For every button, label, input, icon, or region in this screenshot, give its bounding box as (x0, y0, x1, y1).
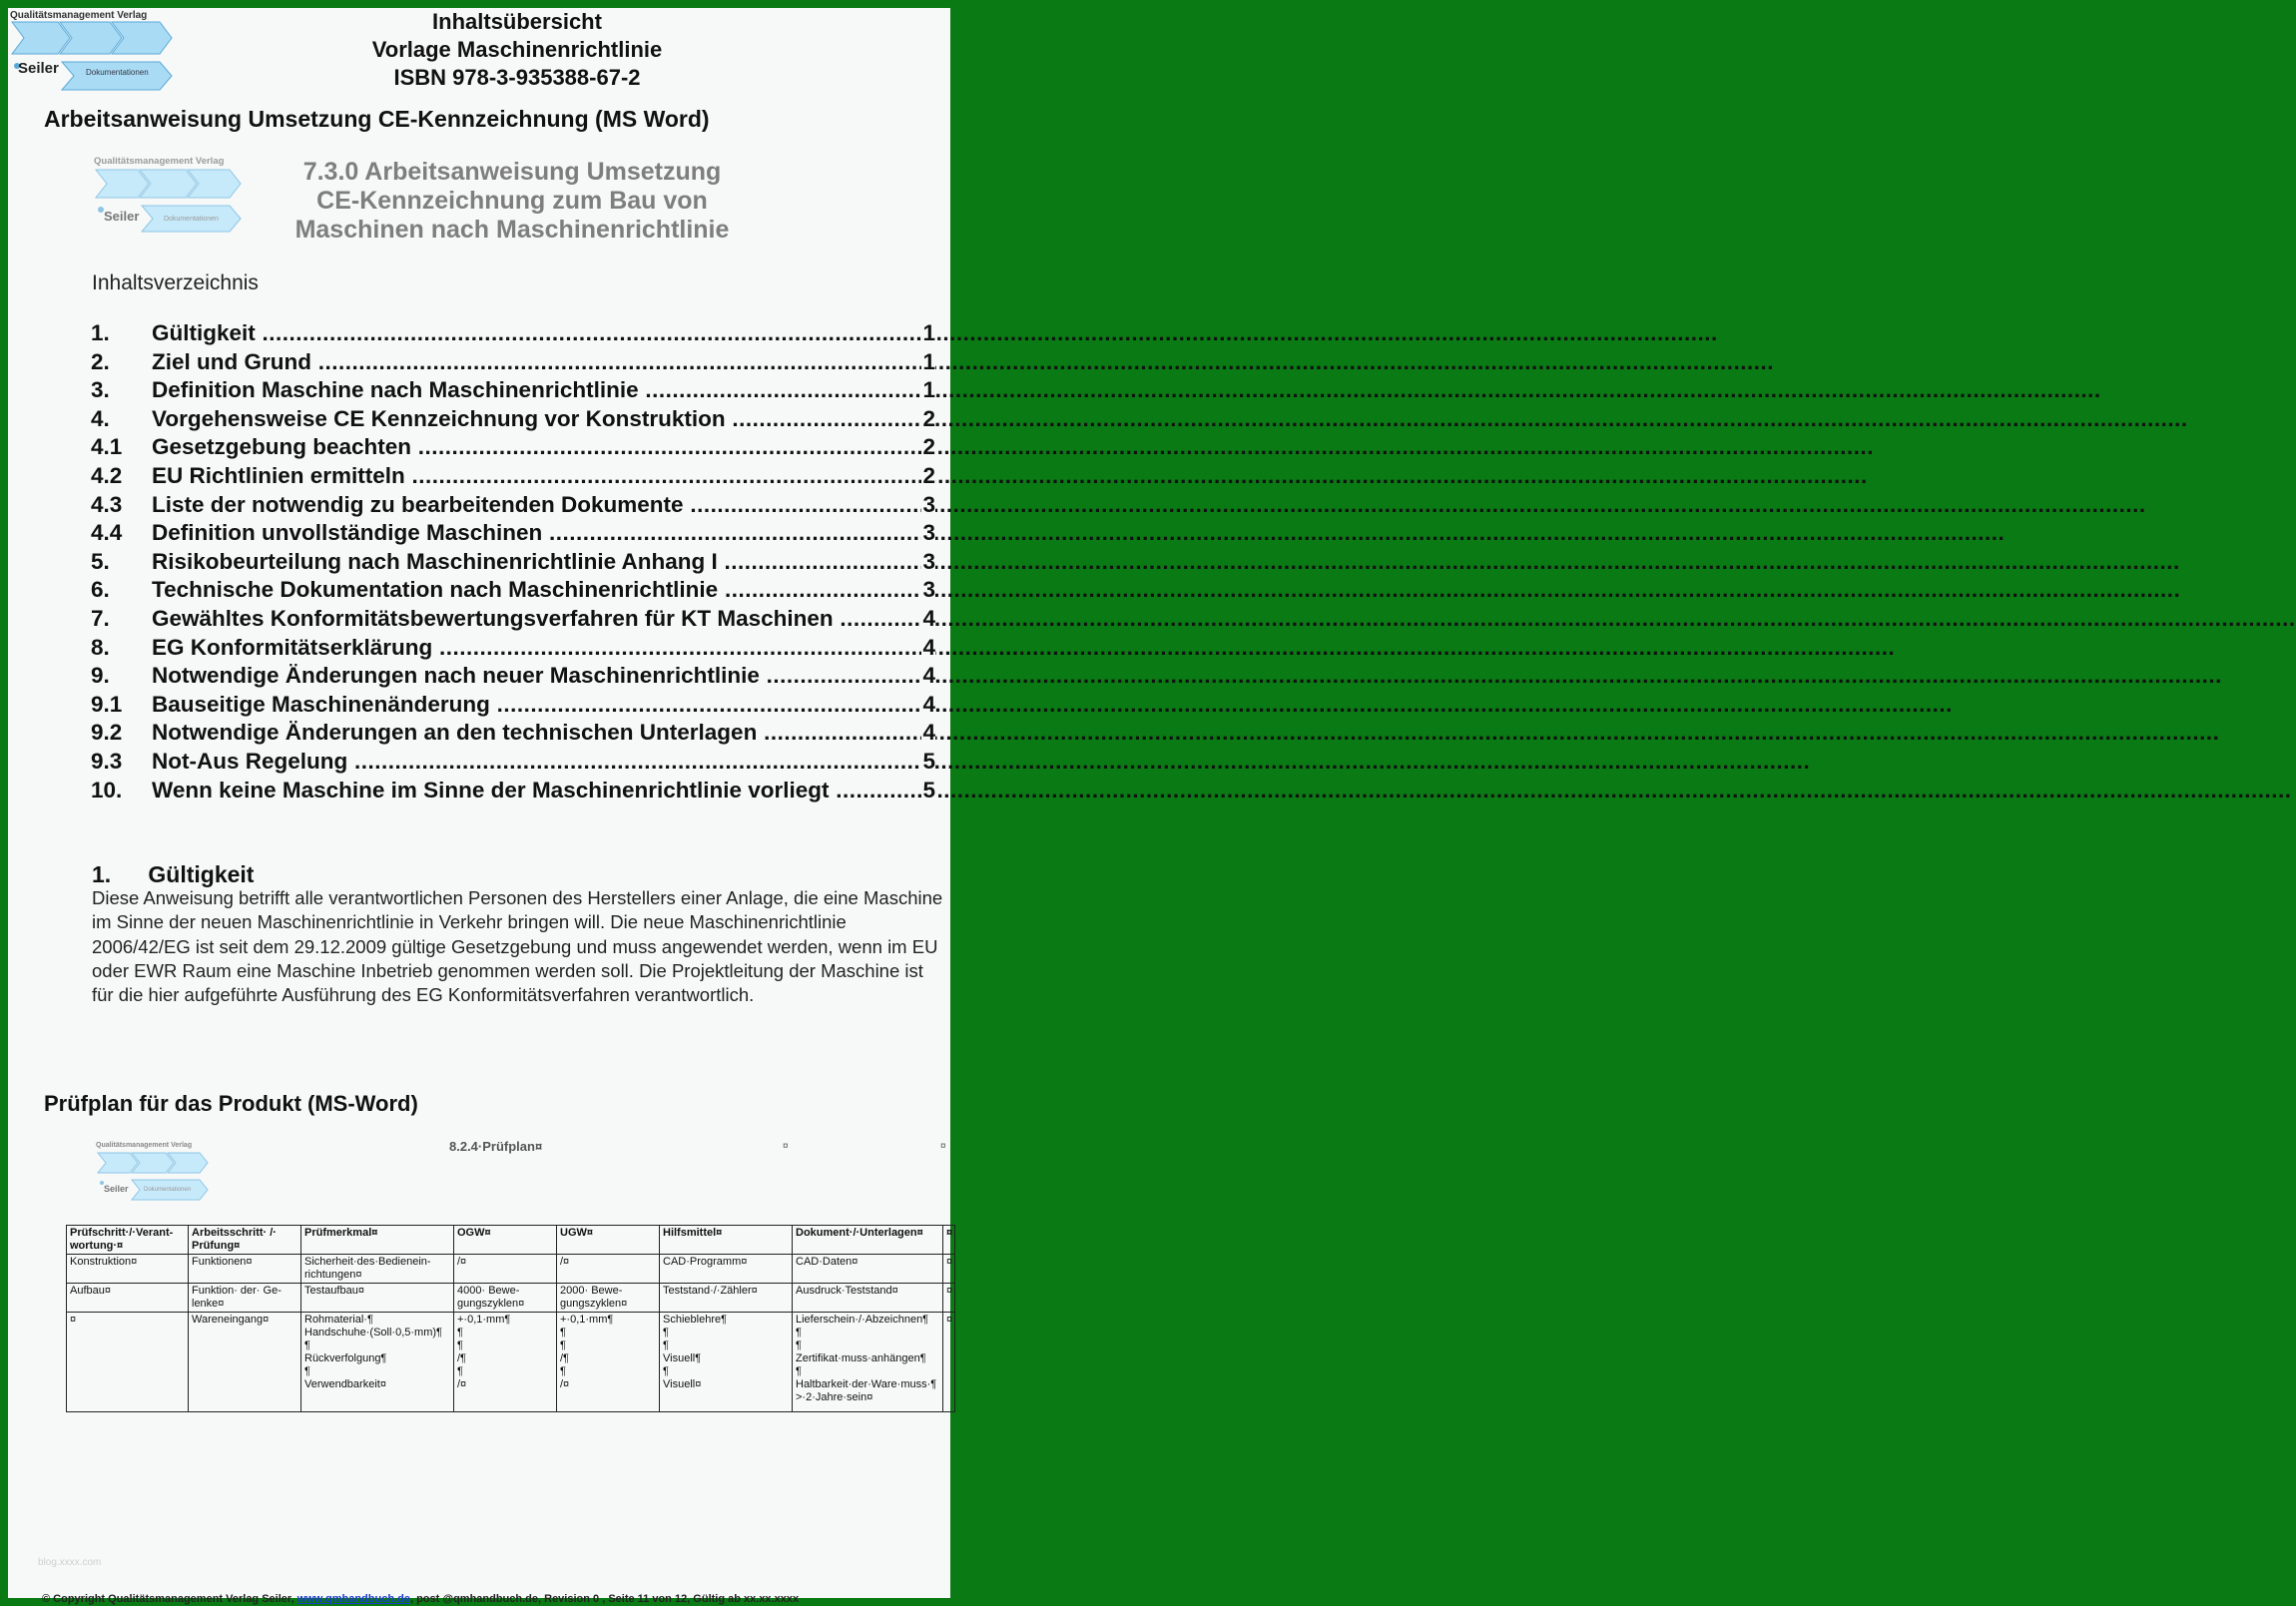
document-title-line: Maschinen nach Maschinenrichtlinie (294, 216, 730, 244)
table-cell: Konstruktion¤ (67, 1255, 189, 1284)
table-cell: Teststand·/·Zähler¤ (660, 1284, 793, 1313)
footer-suffix: , post @qmhandbuch.de, Revision 0 , Seite 11 von 12, Gültig ab xx.xx.xxxx (409, 1593, 800, 1605)
header-title-line: Inhaltsübersicht (432, 9, 602, 34)
table-header-cell: Prüfschritt·/·Verant-wortung·¤ (67, 1226, 189, 1255)
section-heading-arbeitsanweisung: Arbeitsanweisung Umsetzung CE-Kennzeichnung (MS Word) (44, 106, 710, 132)
header-title-line: ISBN 978-3-935388-67-2 (393, 65, 641, 90)
logo-arrows-icon (10, 18, 175, 93)
toc-entry[interactable] (91, 348, 959, 377)
toc-text: EU Richtlinien ermitteln ..... (152, 462, 939, 490)
table-cell: Funktion· der· Ge-lenke¤ (189, 1284, 301, 1313)
header-logo (10, 10, 180, 88)
toc-page: 4 (922, 720, 935, 746)
toc-entry[interactable] (91, 634, 959, 663)
toc-text: Bauseitige Maschinenänderung ..... (152, 691, 939, 719)
table-cell: Ausdruck·Teststand¤ (793, 1284, 943, 1313)
toc-page: 2 (922, 462, 935, 488)
watermark-text: blog.xxxx.com (38, 1557, 102, 1568)
table-cell: /¤ (557, 1255, 660, 1284)
toc-entry[interactable] (91, 576, 959, 605)
logo-seiler-text: Seiler (104, 209, 140, 224)
toc-text: Gewähltes Konformitätsbewertungsverfahren für KT Maschinen ..... (152, 605, 939, 633)
toc-number: 9.3 (91, 748, 123, 774)
table-cell: 4000· Bewe-gungszyklen¤ (454, 1284, 557, 1313)
toc-page: 4 (922, 605, 935, 631)
table-cell: ¤ (943, 1313, 955, 1412)
toc-page: 3 (922, 577, 935, 603)
toc-entry[interactable] (91, 719, 959, 748)
toc-page: 4 (922, 663, 935, 689)
toc-page: 3 (922, 548, 935, 574)
toc-text: Notwendige Änderungen nach neuer Maschinenrichtlinie ..... (152, 662, 939, 690)
toc-number: 4.2 (91, 462, 123, 488)
table-cell: 2000· Bewe-gungszyklen¤ (557, 1284, 660, 1313)
logo-brand-text: Qualitätsmanagement Verlag (10, 10, 148, 21)
logo-seiler-text: Seiler (104, 1184, 129, 1194)
toc-page: 2 (922, 434, 935, 460)
cell-marker: ¤ (940, 1141, 946, 1152)
toc-text: EG Konformitätserklärung ..... (152, 634, 939, 662)
table-of-contents (91, 319, 959, 804)
logo-doku-text: Dokumentationen (164, 216, 219, 223)
toc-entry[interactable] (91, 748, 959, 777)
table-cell: Schieblehre¶ ¶ ¶ Visuell¶ ¶ Visuell¤ (660, 1313, 793, 1412)
toc-number: 7. (91, 605, 110, 631)
table-header-cell: Hilfsmittel¤ (660, 1226, 793, 1255)
table-cell: ¤ (943, 1284, 955, 1313)
toc-text: Gültigkeit ..... (152, 319, 939, 347)
toc-text: Definition Maschine nach Maschinenrichtlinie ..... (152, 376, 939, 404)
table-cell: Sicherheit·des·Bedienein-richtungen¤ (301, 1255, 454, 1284)
logo-arrows-icon (96, 1150, 211, 1202)
table-cell: ¤ (67, 1313, 189, 1412)
toc-entry[interactable] (91, 777, 959, 805)
toc-text: Vorgehensweise CE Kennzeichnung vor Konstruktion ..... (152, 405, 939, 433)
chapter-heading (92, 861, 254, 888)
toc-page: 3 (922, 491, 935, 517)
toc-entry[interactable] (91, 662, 959, 691)
toc-page: 4 (922, 634, 935, 660)
toc-entry[interactable] (91, 519, 959, 548)
toc-number: 3. (91, 377, 110, 403)
document-logo (94, 156, 244, 236)
toc-number: 6. (91, 577, 110, 603)
logo-seiler-text: Seiler (18, 60, 59, 77)
table-header-cell: ¤ (943, 1226, 955, 1255)
table-cell: ¤ (943, 1255, 955, 1284)
table-cell: +·0,1·mm¶ ¶ ¶ /¶ ¶ /¤ (454, 1313, 557, 1412)
toc-entry[interactable] (91, 491, 959, 520)
logo-doku-text: Dokumentationen (144, 1187, 192, 1193)
toc-number: 4.4 (91, 520, 123, 546)
table-header-cell: UGW¤ (557, 1226, 660, 1255)
table-header-cell: Arbeitsschritt· /· Prüfung¤ (189, 1226, 301, 1255)
table-cell: CAD·Programm¤ (660, 1255, 793, 1284)
toc-page: 4 (922, 691, 935, 717)
toc-number: 9. (91, 663, 110, 689)
table-cell: Lieferschein·/·Abzeichnen¶ ¶ ¶ Zertifikat·muss·anhängen¶ ¶ Haltbarkeit·der·Ware·muss·¶ >·2·Jahre·sein¤ (793, 1313, 943, 1412)
table-header-cell: Dokument·/·Unterlagen¤ (793, 1226, 943, 1255)
logo-arrows-icon (94, 166, 244, 238)
toc-entry[interactable] (91, 376, 959, 405)
header-title (248, 8, 787, 92)
table-cell: +·0,1·mm¶ ¶ ¶ /¶ ¶ /¤ (557, 1313, 660, 1412)
footer-website-link[interactable]: www.qmhandbuch.de (296, 1593, 410, 1605)
toc-text: Not-Aus Regelung ..... (152, 748, 939, 776)
chapter-number: 1. (92, 861, 112, 887)
pruefplan-table (66, 1225, 955, 1412)
toc-page: 5 (922, 748, 935, 774)
cell-marker: ¤ (783, 1141, 789, 1152)
toc-number: 10. (91, 777, 123, 803)
table-cell: Funktionen¤ (189, 1255, 301, 1284)
table-cell: /¤ (454, 1255, 557, 1284)
toc-page: 5 (922, 777, 935, 803)
table-cell: Wareneingang¤ (189, 1313, 301, 1412)
logo-brand-text: Qualitätsmanagement Verlag (96, 1142, 193, 1149)
toc-page: 1 (922, 377, 935, 403)
toc-text: Wenn keine Maschine im Sinne der Maschinenrichtlinie vorliegt ..... (152, 777, 939, 804)
toc-page: 2 (922, 405, 935, 431)
document-page (8, 8, 953, 1605)
toc-text: Notwendige Änderungen an den technischen Unterlagen ..... (152, 719, 939, 747)
toc-entry[interactable] (91, 405, 959, 434)
toc-text: Ziel und Grund ..... (152, 348, 939, 376)
table-row (67, 1284, 955, 1313)
table-row (67, 1255, 955, 1284)
toc-page: 1 (922, 348, 935, 374)
table-cell: Testaufbau¤ (301, 1284, 454, 1313)
toc-number: 8. (91, 634, 110, 660)
logo-brand-text: Qualitätsmanagement Verlag (94, 156, 225, 167)
toc-entry[interactable] (91, 433, 959, 462)
toc-entry[interactable] (91, 319, 959, 348)
toc-number: 4.3 (91, 491, 123, 517)
section-heading-pruefplan: Prüfplan für das Produkt (MS-Word) (44, 1091, 418, 1116)
toc-entry[interactable] (91, 691, 959, 720)
toc-number: 5. (91, 548, 110, 574)
toc-number: 9.2 (91, 720, 123, 746)
chapter-title: Gültigkeit (148, 861, 255, 887)
table-row (67, 1313, 955, 1412)
footer-copyright (42, 1593, 799, 1605)
toc-page: 1 (922, 320, 935, 345)
toc-text: Technische Dokumentation nach Maschinenrichtlinie ..... (152, 576, 939, 604)
toc-entry[interactable] (91, 548, 959, 577)
document-title-line: 7.3.0 Arbeitsanweisung Umsetzung (302, 158, 722, 186)
toc-text: Definition unvollständige Maschinen ..... (152, 519, 939, 547)
document-title (278, 158, 747, 245)
toc-text: Liste der notwendig zu bearbeitenden Dokumente ..... (152, 491, 939, 519)
toc-number: 4. (91, 405, 110, 431)
pruefplan-title: 8.2.4·Prüfplan¤ (449, 1139, 543, 1154)
table-header-cell: Prüfmerkmal¤ (301, 1226, 454, 1255)
toc-entry[interactable] (91, 462, 959, 491)
table-cell: Rohmaterial·¶ Handschuhe·(Soll·0,5·mm)¶ ¶ Rückverfolgung¶ ¶ Verwendbarkeit¤ (301, 1313, 454, 1412)
header-title-line: Vorlage Maschinenrichtlinie (371, 37, 663, 62)
toc-number: 1. (91, 320, 110, 345)
chapter-body: Diese Anweisung betrifft alle verantwortlichen Personen des Herstellers einer Anlage, die eine Maschine im Sinne der neuen Maschinenrichtlinie in Verkehr bringen will. Die neue Maschinenrichtlinie 2006/42/EG ist seit dem 29.12.2009 gültige Gesetzgebung und muss angewendet werden, wenn im EU oder EWR Raum eine Maschine Inbetrieb genommen werden soll. Die Projektleitung der Maschine ist für die hier aufgeführte Ausführung des EG Konformitätsverfahren verantwortlich. (92, 887, 943, 1006)
toc-text: Gesetzgebung beachten ..... (152, 433, 939, 461)
logo-doku-text: Dokumentationen (86, 68, 149, 77)
footer-prefix: © Copyright Qualitätsmanagement Verlag Seiler, (42, 1593, 297, 1605)
toc-number: 9.1 (91, 691, 123, 717)
table-cell: CAD·Daten¤ (793, 1255, 943, 1284)
table-header-row (67, 1226, 955, 1255)
pruefplan-logo (96, 1142, 211, 1202)
toc-number: 2. (91, 348, 110, 374)
toc-page: 3 (922, 520, 935, 546)
table-header-cell: OGW¤ (454, 1226, 557, 1255)
toc-number: 4.1 (91, 434, 123, 460)
document-title-line: CE-Kennzeichnung zum Bau von (316, 187, 708, 215)
toc-heading: Inhaltsverzeichnis (92, 271, 259, 294)
toc-text: Risikobeurteilung nach Maschinenrichtlinie Anhang I ..... (152, 548, 939, 576)
toc-entry[interactable] (91, 605, 959, 634)
table-cell: Aufbau¤ (67, 1284, 189, 1313)
